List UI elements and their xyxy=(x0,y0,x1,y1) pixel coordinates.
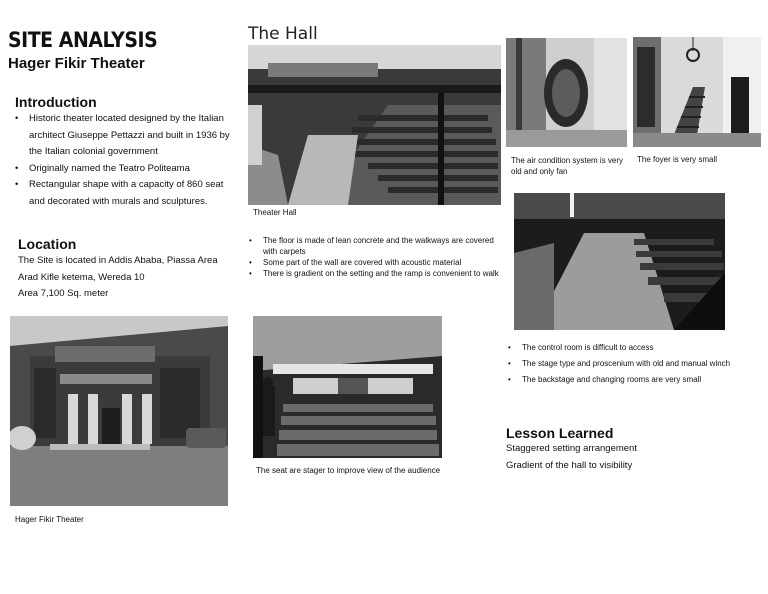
hall-heading: The Hall xyxy=(248,24,318,44)
location-line: Arad Kifle ketema, Wereda 10 xyxy=(18,271,145,283)
location-line: Area 7,100 Sq. meter xyxy=(18,288,109,299)
lesson-text xyxy=(506,441,746,474)
foyer-photo xyxy=(633,37,761,147)
exterior-caption: Hager Fikir Theater xyxy=(15,515,84,524)
list-item: • The floor is made of lean concrete and the walkways are covered with carpets xyxy=(249,235,499,257)
seats-caption: The seat are stager to improve view of the audience xyxy=(256,466,441,475)
lesson-heading: Lesson Learned xyxy=(506,425,614,441)
lesson-line: Staggered setting arrangement xyxy=(506,443,637,454)
list-item: • Rectangular shape with a capacity of 860 seat and decorated with murals and sculptures. xyxy=(15,177,230,210)
location-text xyxy=(18,253,233,303)
lesson-line: Gradient of the hall to visibility xyxy=(506,459,633,471)
location-line: The Site is located in Addis Ababa, Piassa Area xyxy=(18,255,218,266)
page-title: SITE ANALYSIS xyxy=(8,28,158,52)
list-item: • Originally named the Teatro Politeama xyxy=(15,161,230,178)
exterior-photo xyxy=(10,316,228,506)
hall-list xyxy=(249,235,499,279)
location-heading: Location xyxy=(18,236,77,252)
control-list xyxy=(508,340,758,388)
control-room-photo xyxy=(514,193,725,330)
list-item: • The backstage and changing rooms are very small xyxy=(508,372,758,388)
foyer-caption: The foyer is very small xyxy=(637,155,718,164)
list-item: • Historic theater located designed by the Italian architect Giuseppe Pettazzi and built in 1936 by the Italian colonial government xyxy=(15,111,230,161)
introduction-heading: Introduction xyxy=(15,94,97,110)
hall-caption: Theater Hall xyxy=(253,208,297,217)
list-item: • There is gradient on the setting and the ramp is convenient to walk xyxy=(249,268,499,279)
seats-photo xyxy=(253,316,442,458)
aircon-caption: The air condition system is very old and only fan xyxy=(511,156,624,176)
page-subtitle: Hager Fikir Theater xyxy=(8,55,145,72)
list-item: • The control room is difficult to access xyxy=(508,340,758,356)
aircon-photo xyxy=(506,38,627,147)
list-item: • Some part of the wall are covered with acoustic material xyxy=(249,257,499,268)
introduction-list xyxy=(15,111,230,210)
list-item: • The stage type and proscenium with old and manual winch xyxy=(508,356,758,372)
hall-photo xyxy=(248,45,501,205)
